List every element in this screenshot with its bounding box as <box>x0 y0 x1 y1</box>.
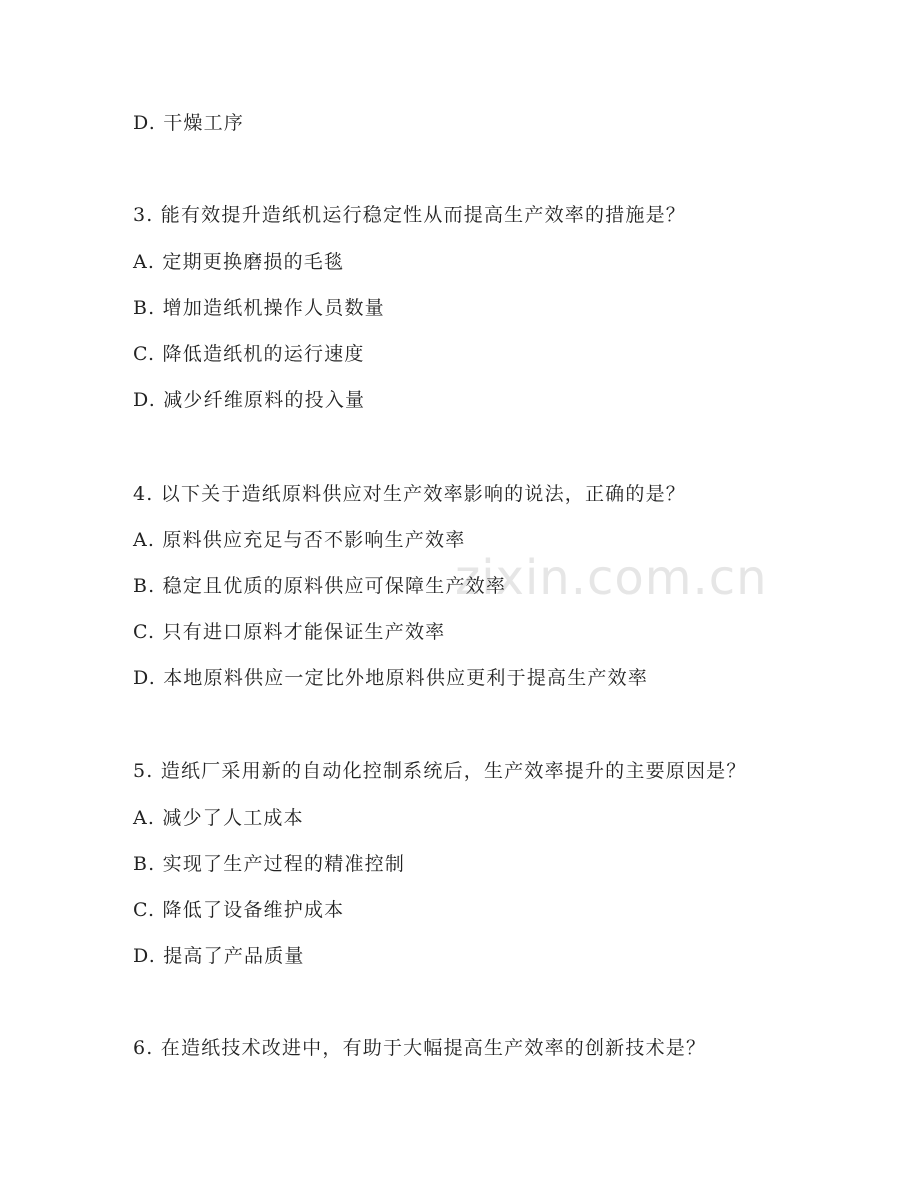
option-5-b: B. 实现了生产过程的精准控制 <box>133 853 406 875</box>
option-4-d: D. 本地原料供应一定比外地原料供应更利于提高生产效率 <box>133 667 649 689</box>
option-3-d: D. 减少纤维原料的投入量 <box>133 389 366 411</box>
question-4: 4. 以下关于造纸原料供应对生产效率影响的说法，正确的是？ <box>133 483 686 505</box>
option-5-c: C. 降低了设备维护成本 <box>133 899 345 921</box>
question-6: 6. 在造纸技术改进中，有助于大幅提高生产效率的创新技术是？ <box>133 1037 707 1059</box>
option-5-a: A. 减少了人工成本 <box>133 807 304 829</box>
question-5: 5. 造纸厂采用新的自动化控制系统后，生产效率提升的主要原因是？ <box>133 760 747 782</box>
option-2-d: D. 干燥工序 <box>133 112 245 134</box>
option-4-a: A. 原料供应充足与否不影响生产效率 <box>133 529 466 551</box>
option-4-b: B. 稳定且优质的原料供应可保障生产效率 <box>133 575 507 597</box>
option-5-d: D. 提高了产品质量 <box>133 945 305 967</box>
question-3: 3. 能有效提升造纸机运行稳定性从而提高生产效率的措施是？ <box>133 204 686 226</box>
option-3-c: C. 降低造纸机的运行速度 <box>133 343 365 365</box>
option-3-a: A. 定期更换磨损的毛毯 <box>133 251 345 273</box>
option-3-b: B. 增加造纸机操作人员数量 <box>133 297 385 319</box>
watermark: zixin.com.cn <box>455 550 768 606</box>
option-4-c: C. 只有进口原料才能保证生产效率 <box>133 621 446 643</box>
